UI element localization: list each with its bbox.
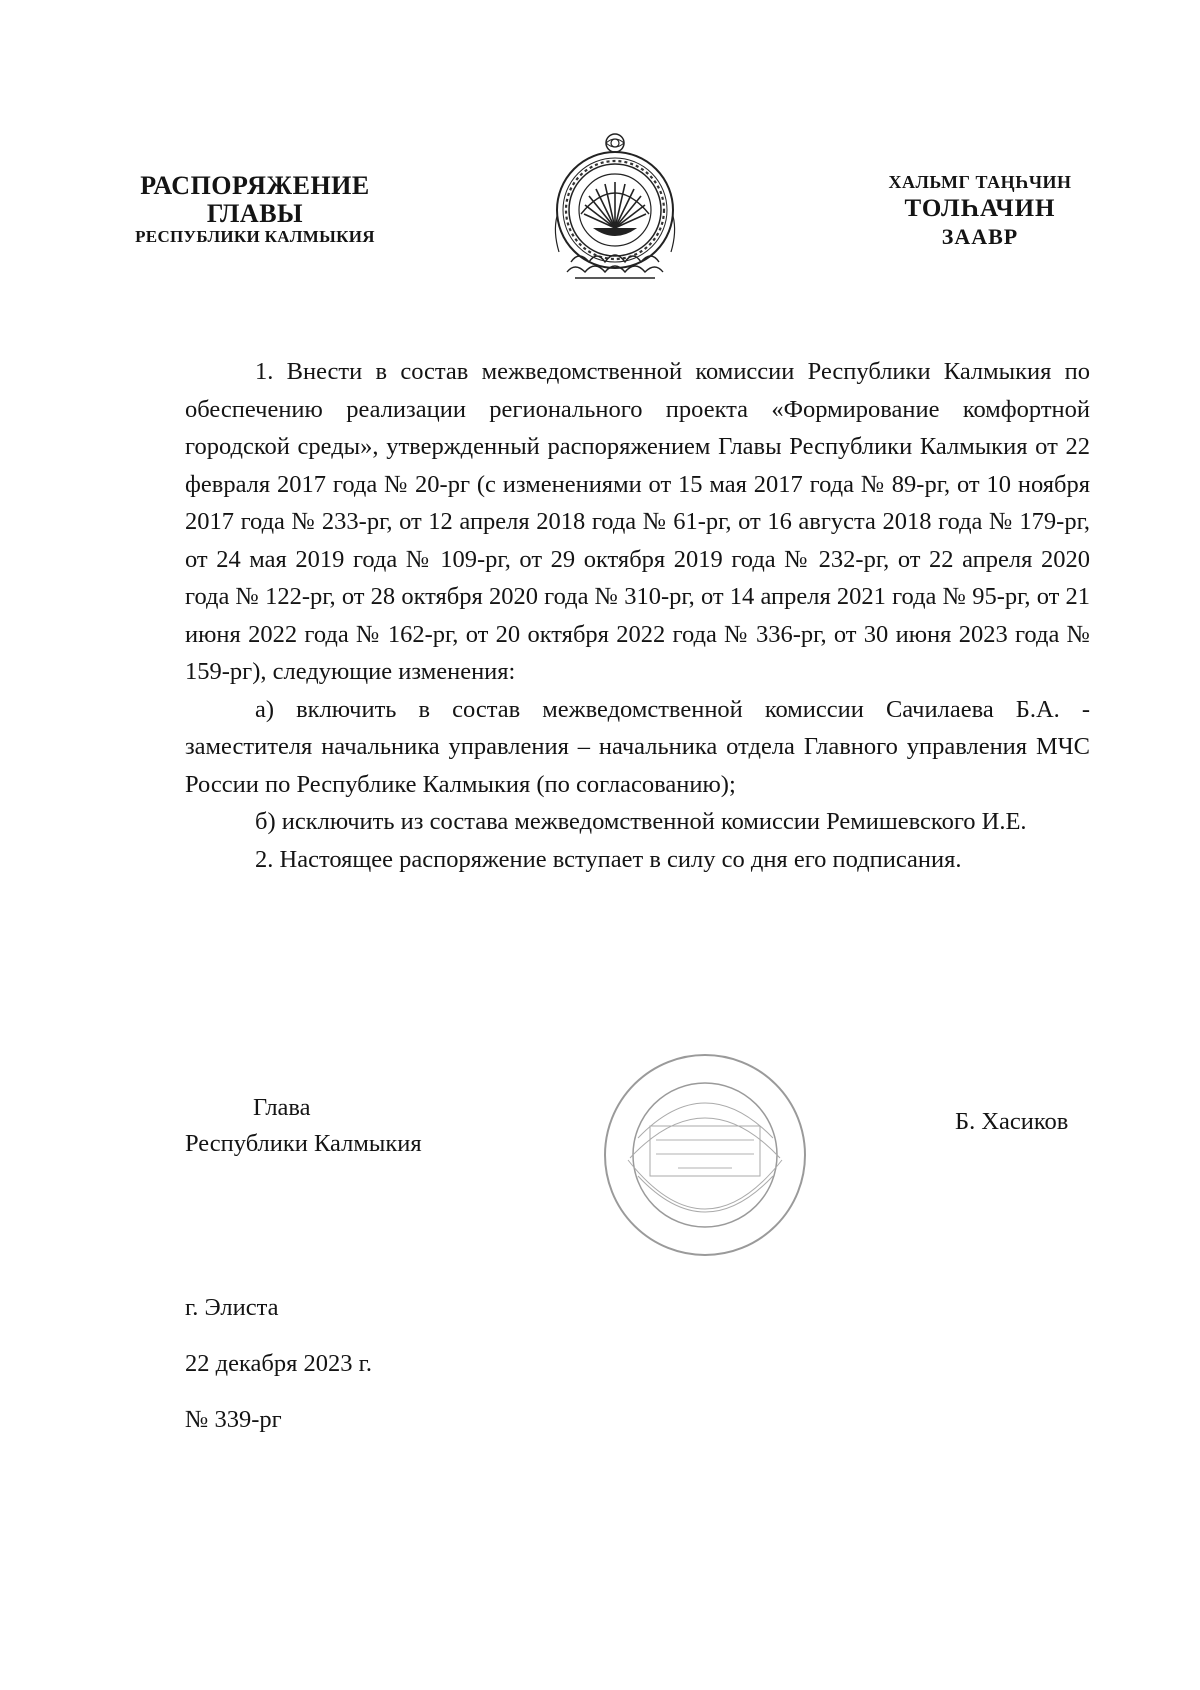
- official-stamp-icon: [598, 1048, 813, 1263]
- header-left-title: [90, 172, 420, 247]
- place-of-issue: г. Элиста: [185, 1294, 279, 1321]
- paragraph-2: 2. Настоящее распоряжение вступает в силу со дня его подписания.: [255, 845, 962, 873]
- signatory-name: Б. Хасиков: [955, 1108, 1069, 1135]
- paragraph-1: 1. Внести в состав межведомственной комиссии Республики Калмыкия по обеспечению реализации регионального проекта «Формирование комфортной городской среды», утвержденный распоряжением Главы Республики Калмыкия от 22 февраля 2017 года № 20-рг (с изменениями от 15 мая 2017 года № 89-рг, от 10 ноября 2017 года № 233-рг, от 12 апреля 2018 года № 61-рг, от 16 августа 2018 года № 179-рг, от 24 мая 2019 года № 109-рг, от 29 октября 2019 года № 232-рг, от 22 апреля 2020 года № 122-рг, от 28 октября 2020 года № 310-рг, от 14 апреля 2021 года № 95-рг, от 21 июня 2022 года № 162-рг, от 20 октября 2022 года № 336-рг, от 30 июня 2023 года № 159-рг), следующие изменения:: [185, 358, 1090, 685]
- signature-title: [185, 1090, 422, 1162]
- header-right-line2: ТОЛҺАЧИН: [904, 194, 1056, 222]
- header-right-line3: ЗААВР: [941, 223, 1019, 249]
- order-body: [185, 353, 1090, 878]
- header-left-line3: РЕСПУБЛИКИ КАЛМЫКИЯ: [135, 227, 375, 247]
- document-footer: [185, 1280, 372, 1448]
- paragraph-a: а) включить в состав межведомственной комиссии Сачилаева Б.А. - заместителя начальника управления – начальника отдела Главного управления МЧС России по Республике Калмыкия (по согласованию);: [185, 695, 1090, 798]
- paragraph-b: б) исключить из состава межведомственной комиссии Ремишевского И.Е.: [255, 808, 1027, 835]
- signature-title-line1: Глава: [253, 1094, 311, 1121]
- header-right-title: [850, 172, 1110, 250]
- document-number: № 339-рг: [185, 1406, 282, 1433]
- header-left-line2: ГЛАВЫ: [206, 199, 304, 229]
- issue-date: 22 декабря 2023 г.: [185, 1350, 373, 1377]
- coat-of-arms-emblem-icon: [545, 132, 685, 284]
- header-left-line1: РАСПОРЯЖЕНИЕ: [140, 171, 370, 200]
- header-right-line1: ХАЛЬМГ ТАҢҺЧИН: [888, 172, 1072, 192]
- signature-title-line2: Республики Калмыкия: [185, 1130, 422, 1157]
